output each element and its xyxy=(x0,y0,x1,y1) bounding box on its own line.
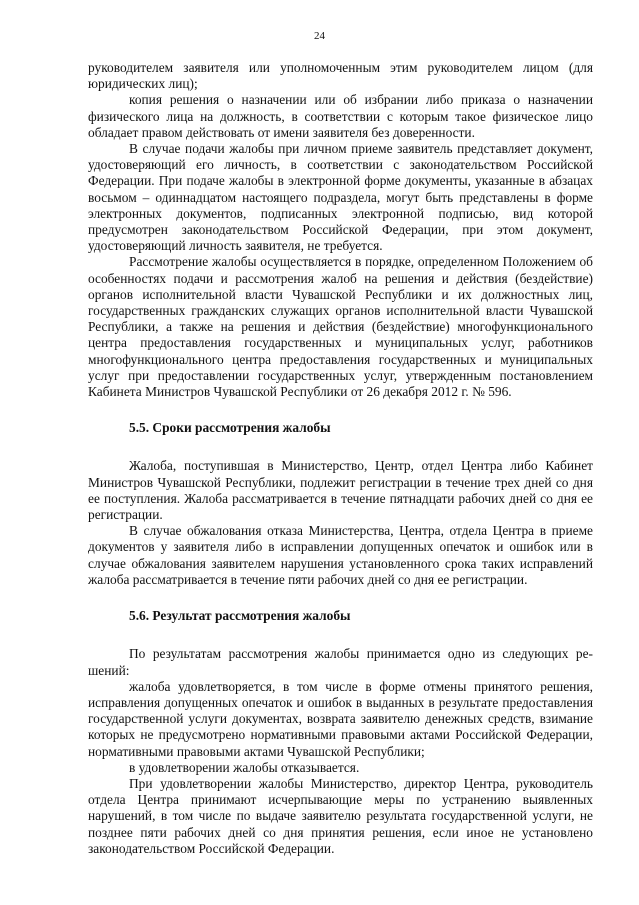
section-heading-5-5: 5.5. Сроки рассмотрения жалобы xyxy=(129,420,331,436)
spacer xyxy=(88,588,593,608)
spacer xyxy=(88,436,593,458)
paragraph: жалоба удовлетворяется, в том числе в форме отмены принятого решения, исправления допущенных опечаток и ошибок в выданных в результате предоставления государственной услуги документах, возврата заявителю денежных средств, взимание которых не предусмотрено нормативными правовыми актами Российской Федерации, нормативными правовыми актами Чувашской Республики; xyxy=(88,678,593,759)
page-number: 24 xyxy=(314,30,325,42)
paragraph: В случае подачи жалобы при личном приеме заявитель представляет документ, удостоверяющий его личность, в соответствии с законодательством Российской Федерации. При подаче жалобы в электронной форме документы, указанные в абзацах восьмом – одиннадцатом настоящего подраздела, могут быть представлены в форме электронных документов, подписанных электронной подписью, вид которой предусмотрен законодательством Российской Федерации, при этом документ, удостоверяющий личность заявителя, не требуется. xyxy=(88,141,593,254)
paragraph: Жалоба, поступившая в Министерство, Центр, отдел Центра либо Кабинет Министров Чувашской Республики, подлежит регистрации в течение трех дней со дня ее поступления. Жалоба рассматривается в течение пятнадцати рабочих дней со дня ее регистрации. xyxy=(88,458,593,523)
paragraph: В случае обжалования отказа Министерства, Центра, отдела Центра в приеме документов у заявителя либо в исправлении допущенных опечаток и ошибок или в случае обжалования заявителем нарушения установленного срока таких исправлений жалоба рассматривается в течение пяти рабочих дней со дня ее регистрации. xyxy=(88,523,593,587)
section-heading-5-6: 5.6. Результат рассмотрения жалобы xyxy=(129,608,351,624)
paragraph: Рассмотрение жалобы осуществляется в порядке, определенном Положением об особенностях подачи и рассмотрения жалоб на решения и действия (бездействие) органов исполнительной власти Чувашской Республики и их должностных лиц, государственных гражданских служащих органов исполнительной власти Чувашской Республики, а также на решения и действия (бездействие) многофункционального центра предоставления государственных и муниципальных услуг, работников многофункционального центра предоставления государственных и муниципальных услуг при предоставлении государственных услуг, утвержденным постановлением Кабинета Министров Чувашской Республики от 26 декабря 2012 г. № 596. xyxy=(88,254,593,400)
paragraph: копия решения о назначении или об избрании либо приказа о назначении физического лица на должность, в соответствии с которым такое физическое лицо обладает правом действовать от имени заявителя без доверенности. xyxy=(88,92,593,140)
paragraph: По результатам рассмотрения жалобы принимается одно из следующих решений: xyxy=(88,646,593,678)
paragraph: в удовлетворении жалобы отказывается. xyxy=(129,759,360,775)
spacer xyxy=(88,624,593,646)
spacer xyxy=(88,400,593,420)
page-content xyxy=(88,60,593,857)
paragraph: При удовлетворении жалобы Министерство, директор Центра, руководитель отдела Центра принимают исчерпывающие меры по устранению выявленных нарушений, в том числе по выдаче заявителю результата государственной услуги, не позднее пяти рабочих дней со дня принятия решения, если иное не установлено законодательством Российской Федерации. xyxy=(88,775,593,856)
paragraph: руководителем заявителя или уполномоченным этим руководителем лицом (для юридических лиц); xyxy=(88,60,593,92)
